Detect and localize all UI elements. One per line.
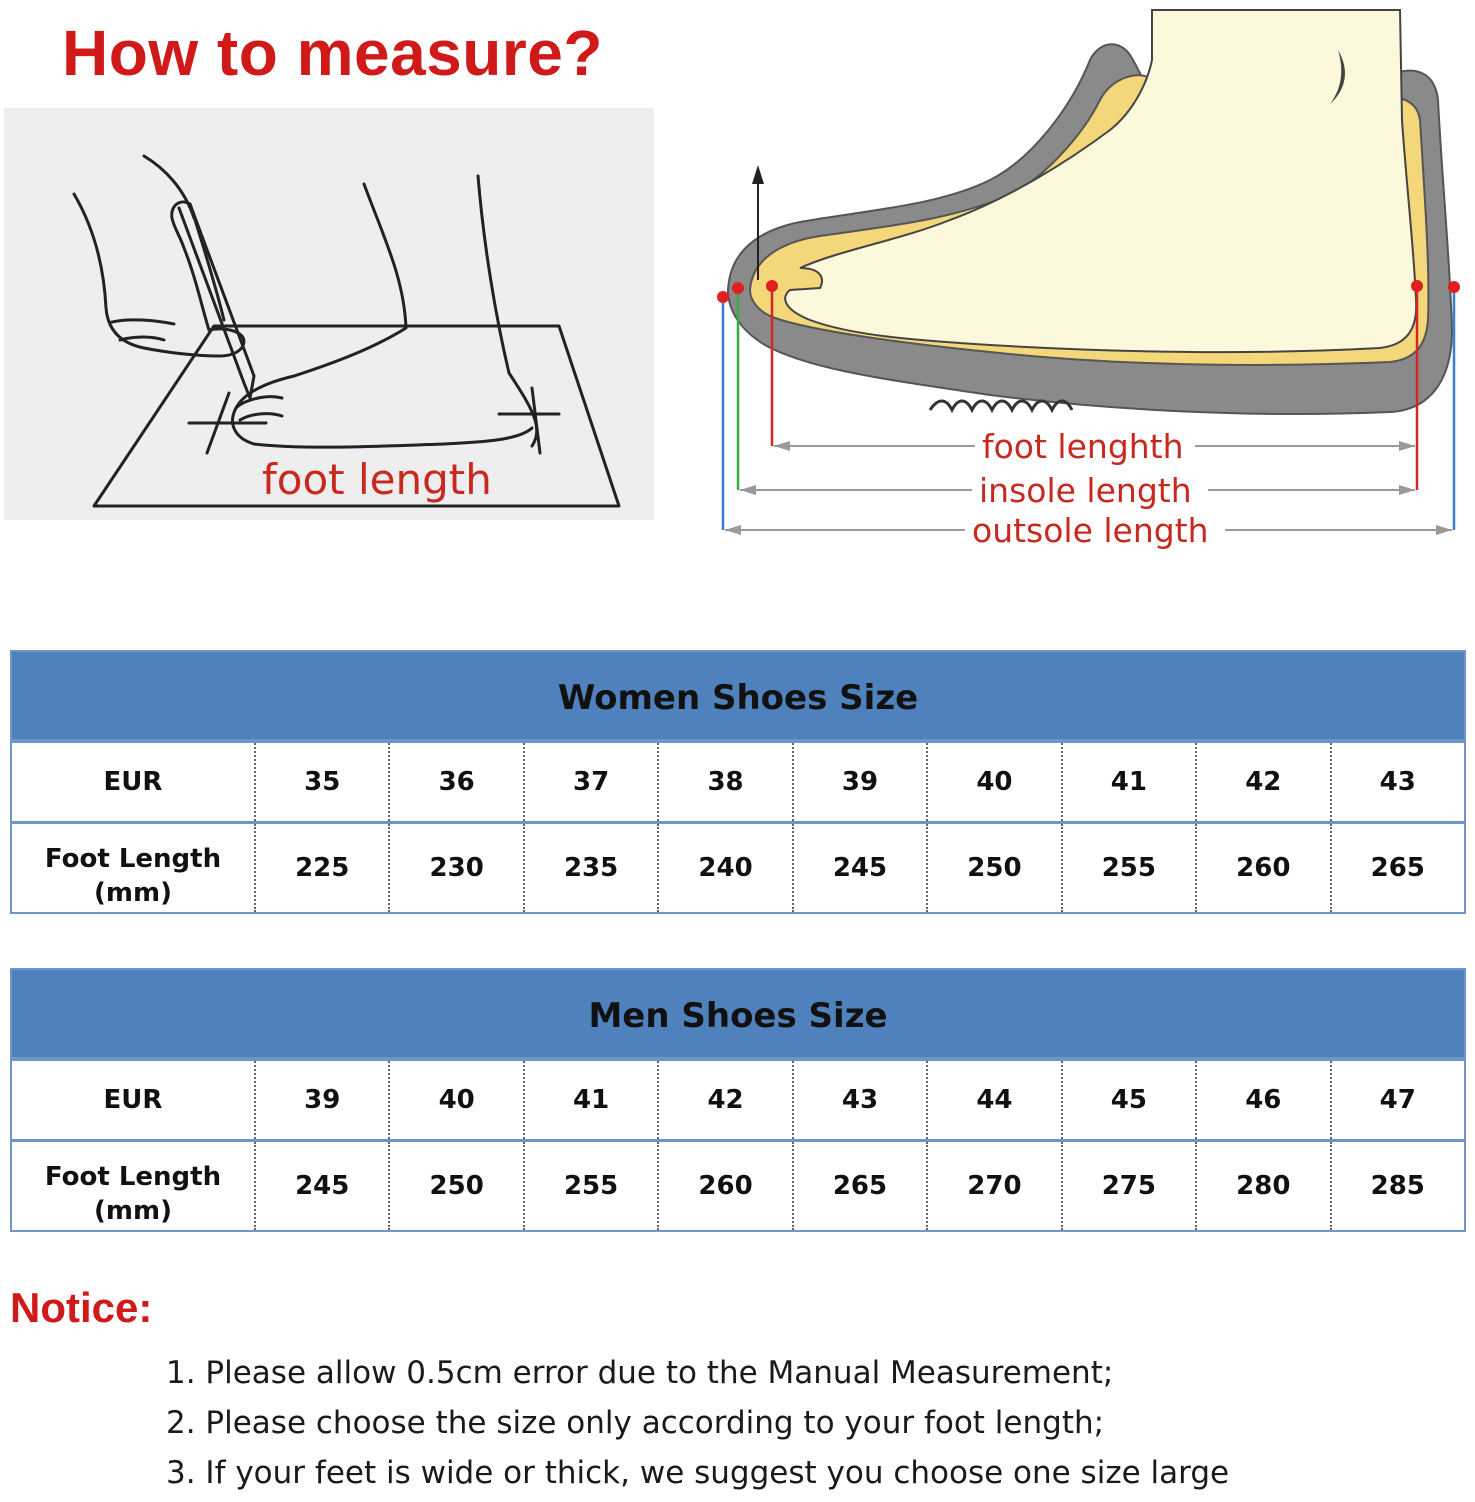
women-size-table	[10, 650, 1466, 914]
notice-item: 2. Please choose the size only according to your foot length;	[166, 1405, 1105, 1441]
eur-cell: 38	[658, 741, 792, 823]
outsole-length-dimension-label: outsole length	[972, 511, 1209, 550]
foot-length-label-unit: (mm)	[94, 878, 172, 908]
foot-length-cell: 250	[389, 1141, 523, 1232]
notice-list	[166, 1352, 1229, 1502]
foot-length-cell: 240	[658, 823, 792, 914]
foot-length-cell: 280	[1196, 1141, 1330, 1232]
notice-title: Notice:	[10, 1284, 153, 1331]
eur-cell: 37	[524, 741, 658, 823]
eur-label: EUR	[11, 1059, 255, 1141]
foot-length-cell: 250	[927, 823, 1061, 914]
shoe-cross-section-illustration	[690, 0, 1470, 560]
eur-cell: 43	[793, 1059, 927, 1141]
foot-length-cell: 270	[927, 1141, 1061, 1232]
foot-length-dimension-label: foot lenghth	[982, 427, 1184, 466]
foot-length-cell: 285	[1331, 1141, 1466, 1232]
insole-length-dimension-label: insole length	[979, 471, 1192, 510]
eur-cell: 36	[389, 741, 523, 823]
eur-cell: 40	[927, 741, 1061, 823]
eur-cell: 41	[524, 1059, 658, 1141]
eur-cell: 39	[255, 1059, 389, 1141]
eur-cell: 45	[1062, 1059, 1196, 1141]
notice-item: 3. If your feet is wide or thick, we suggest you choose one size large	[166, 1455, 1230, 1491]
foot-tracing-drawing	[4, 108, 654, 520]
foot-length-cell: 225	[255, 823, 389, 914]
foot-length-cell: 260	[658, 1141, 792, 1232]
eur-cell: 40	[389, 1059, 523, 1141]
eur-cell: 35	[255, 741, 389, 823]
foot-length-cell: 245	[793, 823, 927, 914]
foot-length-cell: 255	[1062, 823, 1196, 914]
eur-cell: 39	[793, 741, 927, 823]
foot-length-cell: 255	[524, 1141, 658, 1232]
foot-length-cell: 235	[524, 823, 658, 914]
men-eur-row	[11, 1059, 1465, 1141]
foot-tracing-illustration	[4, 108, 654, 520]
foot-length-label-line1: Foot Length	[44, 844, 222, 874]
foot-length-label-line1: Foot Length	[44, 1162, 222, 1192]
women-table-title: Women Shoes Size	[11, 651, 1465, 741]
eur-cell: 46	[1196, 1059, 1330, 1141]
foot-length-row-label	[11, 823, 255, 914]
shoe-cross-section-drawing	[690, 0, 1470, 560]
eur-cell: 41	[1062, 741, 1196, 823]
foot-length-cell: 245	[255, 1141, 389, 1232]
notice-item: 1. Please allow 0.5cm error due to the Manual Measurement;	[166, 1355, 1114, 1391]
women-eur-row	[11, 741, 1465, 823]
men-foot-length-row	[11, 1141, 1465, 1232]
page-title: How to measure?	[62, 17, 603, 89]
foot-length-cell: 265	[1331, 823, 1466, 914]
women-foot-length-row	[11, 823, 1465, 914]
men-table-title: Men Shoes Size	[11, 969, 1465, 1059]
eur-cell: 44	[927, 1059, 1061, 1141]
eur-label: EUR	[11, 741, 255, 823]
foot-length-cell: 230	[389, 823, 523, 914]
foot-length-cell: 260	[1196, 823, 1330, 914]
foot-length-cell: 275	[1062, 1141, 1196, 1232]
eur-cell: 43	[1331, 741, 1466, 823]
eur-cell: 42	[658, 1059, 792, 1141]
foot-length-label: foot length	[262, 455, 492, 504]
foot-length-cell: 265	[793, 1141, 927, 1232]
foot-length-row-label	[11, 1141, 255, 1232]
eur-cell: 42	[1196, 741, 1330, 823]
eur-cell: 47	[1331, 1059, 1466, 1141]
foot-length-label-unit: (mm)	[94, 1196, 172, 1226]
men-size-table	[10, 968, 1466, 1232]
